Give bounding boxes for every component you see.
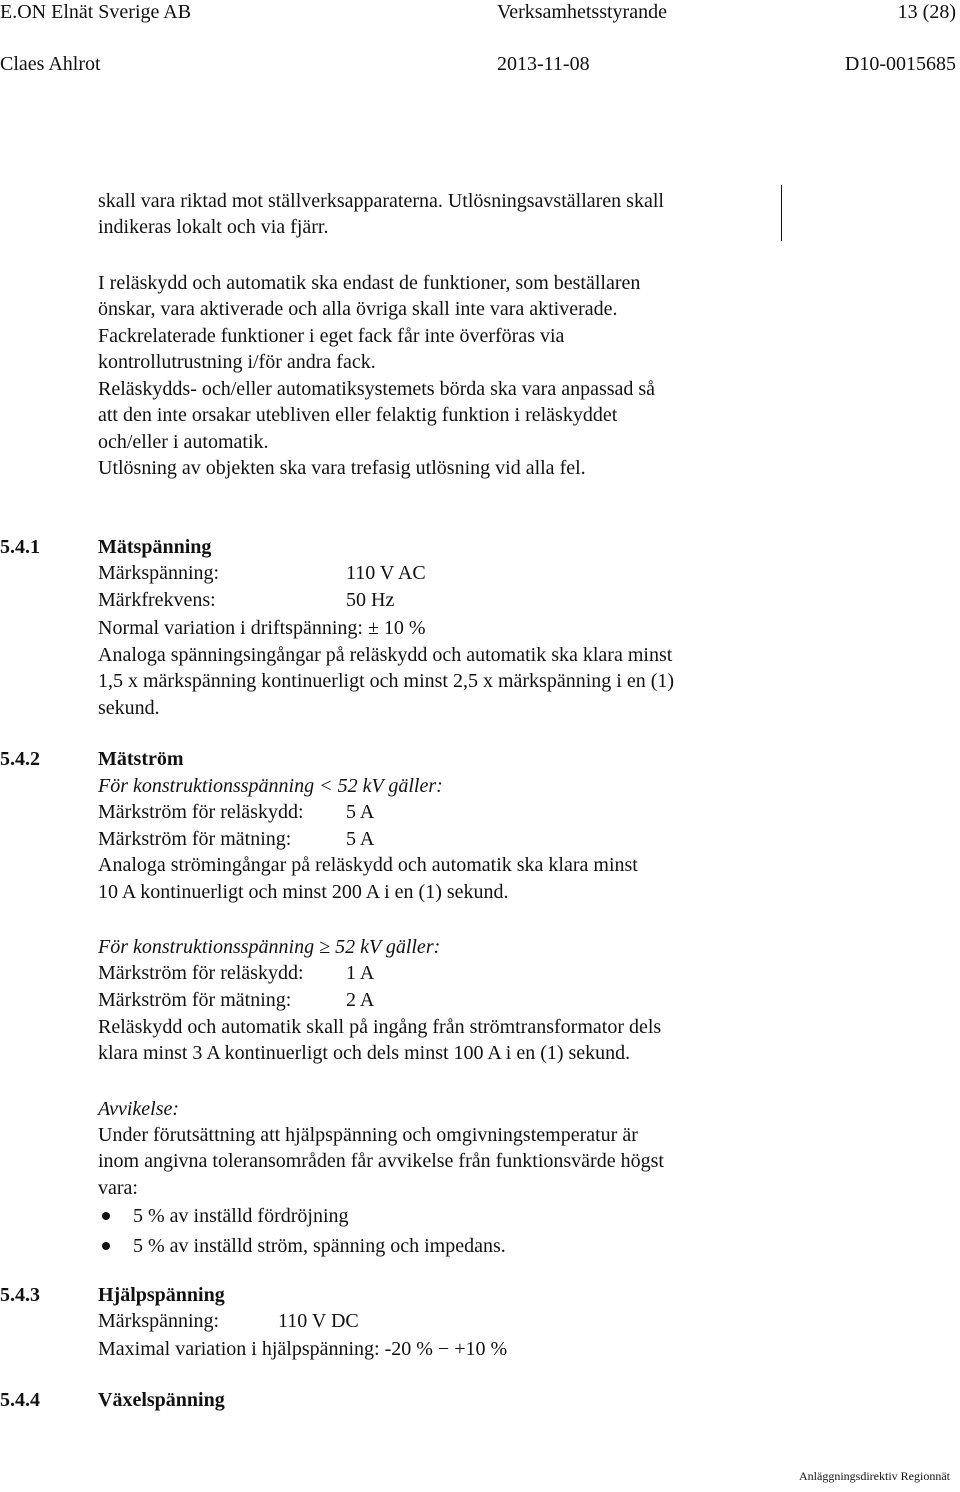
subheading-high-voltage: För konstruktionsspänning ≥ 52 kV gäller: <box>98 936 441 958</box>
section-number: 5.4.4 <box>0 1389 40 1411</box>
body-text-line: Reläskydds- och/eller automatiksystemets börda ska vara anpassad så <box>98 378 656 400</box>
aux-voltage-variation: Maximal variation i hjälpspänning: -20 % − +10 % <box>98 1338 508 1360</box>
bullet-item: 5 % av inställd ström, spänning och impedans. <box>133 1235 506 1257</box>
footer-document-name: Anläggningsdirektiv Regionnät <box>799 1469 950 1483</box>
rated-voltage-value: 110 V AC <box>346 562 426 584</box>
body-text-line: Reläskydd och automatik skall på ingång från strömtransformator dels <box>98 1016 662 1038</box>
section-title: Hjälpspänning <box>98 1284 225 1306</box>
body-text-line: att den inte orsakar utebliven eller felaktig funktion i reläskyddet <box>98 404 618 426</box>
header-category: Verksamhetsstyrande <box>497 1 667 23</box>
body-text-line: Normal variation i driftspänning: ± 10 % <box>98 617 426 639</box>
section-number: 5.4.2 <box>0 748 40 770</box>
rated-frequency-value: 50 Hz <box>346 589 395 611</box>
aux-voltage-label: Märkspänning: <box>98 1310 220 1332</box>
body-text-line: 1,5 x märkspänning kontinuerligt och minst 2,5 x märkspänning i en (1) <box>98 670 675 692</box>
rated-current-relay-value: 5 A <box>346 801 375 823</box>
section-title: Mätspänning <box>98 536 212 558</box>
header-date: 2013-11-08 <box>497 53 590 75</box>
section-number: 5.4.1 <box>0 536 40 558</box>
body-text-line: sekund. <box>98 697 160 719</box>
header-author: Claes Ahlrot <box>0 53 101 75</box>
header-company: E.ON Elnät Sverige AB <box>0 1 192 23</box>
body-text-line: indikeras lokalt och via fjärr. <box>98 216 329 238</box>
bullet-icon <box>102 1242 110 1250</box>
body-text-line: och/eller i automatik. <box>98 431 269 453</box>
body-text-line: Under förutsättning att hjälpspänning och omgivningstemperatur är <box>98 1124 638 1146</box>
bullet-item: 5 % av inställd fördröjning <box>133 1205 349 1227</box>
body-text-line: Fackrelaterade funktioner i eget fack får inte överföras via <box>98 325 565 347</box>
body-text-line: kontrollutrustning i/för andra fack. <box>98 351 376 373</box>
body-text-line: inom angivna toleransområden får avvikelse från funktionsvärde högst <box>98 1150 664 1172</box>
section-title: Mätström <box>98 748 184 770</box>
aux-voltage-value: 110 V DC <box>278 1310 359 1332</box>
body-text-line: Analoga spänningsingångar på reläskydd och automatik ska klara minst <box>98 644 673 666</box>
rated-frequency-label: Märkfrekvens: <box>98 589 216 611</box>
body-text-line: Utlösning av objekten ska vara trefasig utlösning vid alla fel. <box>98 457 586 479</box>
body-text-line: önskar, vara aktiverade och alla övriga skall inte vara aktiverade. <box>98 298 618 320</box>
rated-current-measure-value: 5 A <box>346 828 375 850</box>
rated-current-relay-label: Märkström för reläskydd: <box>98 801 304 823</box>
body-text-line: vara: <box>98 1177 138 1199</box>
rated-current-measure-label: Märkström för mätning: <box>98 828 292 850</box>
bullet-icon <box>102 1212 110 1220</box>
rated-current-relay-value: 1 A <box>346 962 375 984</box>
section-number: 5.4.3 <box>0 1284 40 1306</box>
rated-current-measure-label: Märkström för mätning: <box>98 989 292 1011</box>
header-doc-id: D10-0015685 <box>844 53 956 75</box>
body-text-line: 10 A kontinuerligt och minst 200 A i en (1) sekund. <box>98 881 509 903</box>
deviation-heading: Avvikelse: <box>98 1098 180 1120</box>
body-text-line: Analoga strömingångar på reläskydd och automatik ska klara minst <box>98 854 638 876</box>
header-page-number: 13 (28) <box>897 1 956 23</box>
body-text-line: I reläskydd och automatik ska endast de funktioner, som beställaren <box>98 272 641 294</box>
body-text-line: skall vara riktad mot ställverksapparaterna. Utlösningsavställaren skall <box>98 190 664 212</box>
rated-current-relay-label: Märkström för reläskydd: <box>98 962 304 984</box>
body-text-line: klara minst 3 A kontinuerligt och dels minst 100 A i en (1) sekund. <box>98 1042 631 1064</box>
subheading-low-voltage: För konstruktionsspänning < 52 kV gäller: <box>98 775 443 797</box>
section-title: Växelspänning <box>98 1389 225 1411</box>
rated-current-measure-value: 2 A <box>346 989 375 1011</box>
revision-change-bar <box>781 185 782 241</box>
rated-voltage-label: Märkspänning: <box>98 562 220 584</box>
